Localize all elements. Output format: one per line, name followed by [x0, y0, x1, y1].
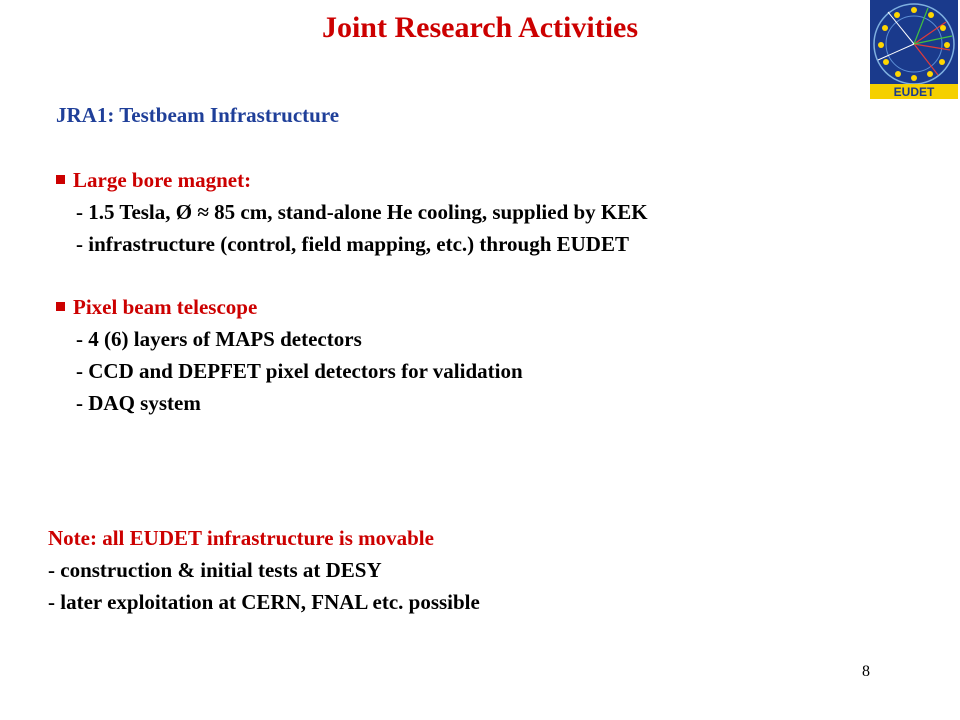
section-heading-telescope — [56, 293, 257, 321]
page-number: 8 — [862, 663, 870, 680]
list-item: - 4 (6) layers of MAPS detectors — [76, 327, 362, 351]
note-item: - later exploitation at CERN, FNAL etc. possible — [48, 590, 480, 614]
section-heading-magnet — [56, 166, 251, 194]
note-heading: Note: all EUDET infrastructure is movable — [48, 526, 434, 550]
list-item: - 1.5 Tesla, Ø ≈ 85 cm, stand-alone He cooling, supplied by KEK — [76, 200, 648, 224]
section-heading-text: Pixel beam telescope — [73, 295, 258, 319]
section-heading-text: Large bore magnet: — [73, 168, 252, 192]
logo-text: EUDET — [893, 85, 935, 99]
square-bullet-icon — [56, 302, 65, 311]
slide-title: Joint Research Activities — [321, 11, 639, 44]
list-item: - CCD and DEPFET pixel detectors for validation — [76, 359, 523, 383]
eudet-logo — [868, 0, 960, 100]
subtitle: JRA1: Testbeam Infrastructure — [56, 103, 340, 127]
list-item: - infrastructure (control, field mapping, etc.) through EUDET — [76, 232, 629, 256]
list-item: - DAQ system — [76, 391, 201, 415]
note-item: - construction & initial tests at DESY — [48, 558, 382, 582]
square-bullet-icon — [56, 175, 65, 184]
